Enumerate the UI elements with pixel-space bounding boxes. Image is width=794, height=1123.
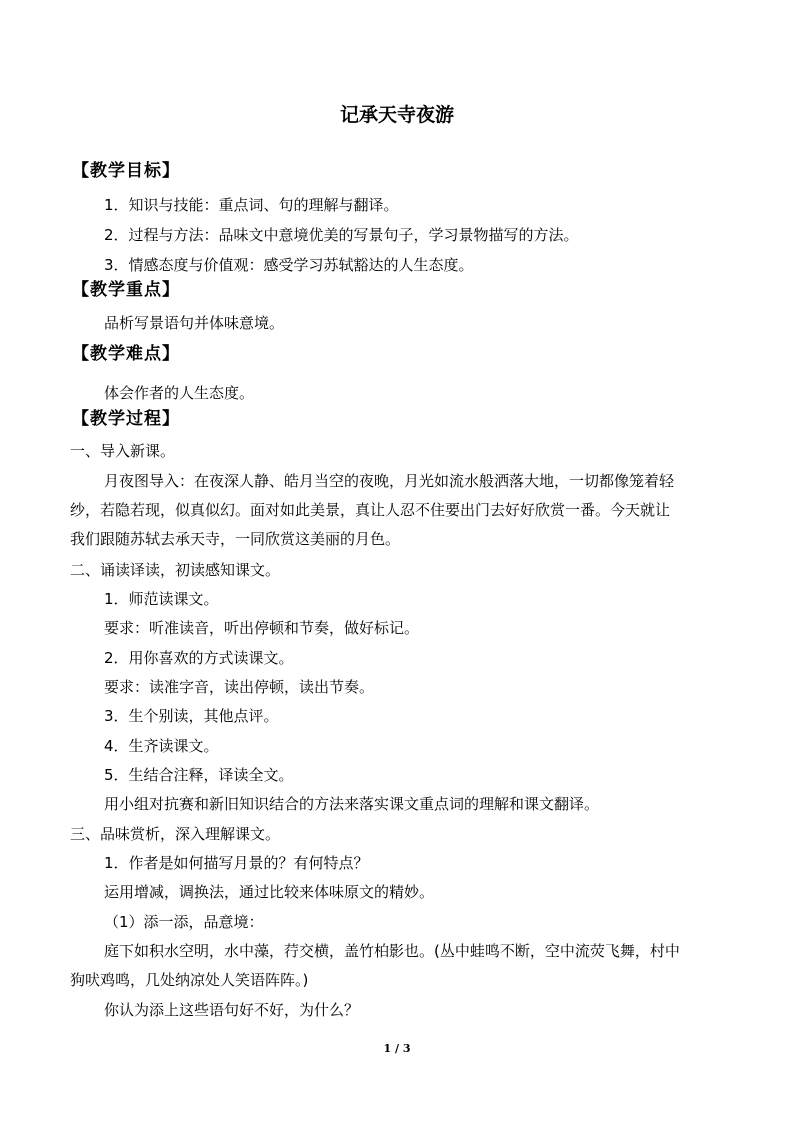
- question-item: 1．作者是如何描写月景的？有何特点？: [104, 854, 369, 872]
- goal-item: 2．过程与方法：品味文中意境优美的写景句子，学习景物描写的方法。: [104, 226, 579, 244]
- section-heading-process: 【教学过程】: [72, 409, 180, 429]
- question-text: 你认为添上这些语句好不好，为什么？: [104, 1001, 360, 1019]
- quote-line: 庭下如积水空明，水中藻，荇交横，盖竹柏影也。(丛中蛙鸣不断，空中流荧飞舞，村中: [104, 942, 680, 960]
- goal-item: 3．情感态度与价值观：感受学习苏轼豁达的人生态度。: [104, 256, 474, 274]
- step-requirement: 要求：听准读音，听出停顿和节奏，做好标记。: [104, 619, 420, 637]
- step-item: 4．生齐读课文。: [104, 737, 219, 755]
- step-item: 3．生个别读，其他点评。: [104, 707, 279, 725]
- step-requirement: 要求：读准字音，读出停顿，读出节奏。: [104, 678, 375, 696]
- part1-heading: 一、导入新课。: [70, 442, 176, 460]
- paragraph-line: 月夜图导入：在夜深人静、皓月当空的夜晚，月光如流水般洒落大地，一切都像笼着轻: [104, 472, 675, 490]
- page-number: 1 / 3: [383, 1042, 411, 1055]
- quote-line: 狗吠鸡鸣，几处纳凉处人笑语阵阵。): [70, 971, 309, 989]
- difficulty-text: 体会作者的人生态度。: [104, 384, 255, 402]
- sub-item: （1）添一添，品意境：: [104, 913, 264, 931]
- step-item: 1．师范读课文。: [104, 590, 219, 608]
- step-item: 2．用你喜欢的方式读课文。: [104, 649, 294, 667]
- part3-heading: 三、品味赏析，深入理解课文。: [70, 825, 281, 843]
- step-note: 用小组对抗赛和新旧知识结合的方法来落实课文重点词的理解和课文翻译。: [104, 795, 600, 813]
- goal-item: 1．知识与技能：重点词、句的理解与翻译。: [104, 196, 399, 214]
- part2-heading: 二、诵读译读，初读感知课文。: [70, 561, 281, 579]
- key-point-text: 品析写景语句并体味意境。: [104, 314, 285, 332]
- paragraph-line: 我们跟随苏轼去承天寺，一同欣赏这美丽的月色。: [70, 530, 401, 548]
- method-text: 运用增减，调换法，通过比较来体味原文的精妙。: [104, 883, 435, 901]
- page-title: 记承天寺夜游: [339, 104, 454, 126]
- section-heading-difficulties: 【教学难点】: [72, 344, 180, 364]
- paragraph-line: 纱，若隐若现，似真似幻。面对如此美景，真让人忍不住要出门去好好欣赏一番。今天就让: [70, 501, 671, 519]
- section-heading-key-points: 【教学重点】: [72, 280, 180, 300]
- section-heading-goals: 【教学目标】: [72, 161, 180, 181]
- step-item: 5．生结合注释，译读全文。: [104, 766, 294, 784]
